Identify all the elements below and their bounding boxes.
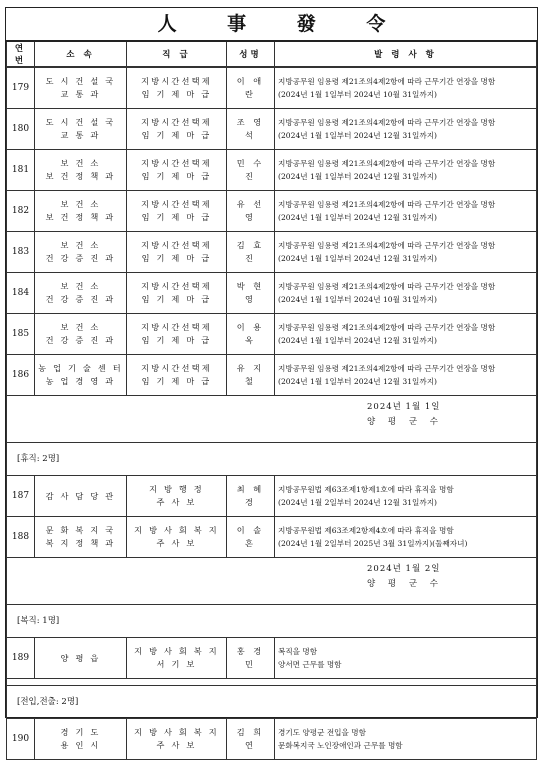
name-cell: 민 수 진 — [227, 150, 275, 191]
grade-cell — [127, 355, 227, 396]
department-line-2: 건 강 증 진 과 — [45, 294, 116, 304]
department-line-2: 건 강 증 진 과 — [45, 335, 116, 345]
section-leave: [휴직: 2명] — [6, 443, 537, 475]
row-number: 179 — [7, 68, 35, 109]
department-line-2: 건 강 증 진 과 — [45, 253, 116, 263]
order-cell — [275, 68, 537, 109]
order-line-2: 양서면 근무를 명함 — [278, 660, 342, 669]
order-cell — [275, 273, 537, 314]
order-cell — [275, 638, 537, 679]
department-line-2: 용 인 시 — [60, 740, 101, 750]
grade-line-2: 임 기 제 마 급 — [141, 89, 212, 99]
grade-line-1: 지방시간선택제 — [141, 322, 212, 332]
grade-cell — [127, 476, 227, 517]
department-line-1: 도 시 건 설 국 — [45, 76, 116, 86]
grade-line-2: 임 기 제 마 급 — [141, 130, 212, 140]
department-line-1: 농 업 기 술 센 터 — [38, 363, 123, 373]
table-row — [7, 273, 537, 314]
return-table — [6, 637, 537, 679]
order-cell — [275, 150, 537, 191]
sign-date: 2024년 1월 2일 — [367, 564, 441, 574]
order-line-1: 지방공무원 임용령 제21조의4제2항에 따라 근무기간 연장을 명함 — [278, 241, 496, 250]
grade-line-1: 지 방 사 회 복 지 — [134, 727, 219, 737]
order-line-1: 지방공무원 임용령 제21조의4제2항에 따라 근무기간 연장을 명함 — [278, 77, 496, 86]
table-row — [7, 476, 537, 517]
grade-line-1: 지 방 사 회 복 지 — [134, 525, 219, 535]
order-line-1: 지방공무원 임용령 제21조의4제2항에 따라 근무기간 연장을 명함 — [278, 282, 496, 291]
row-number: 190 — [7, 719, 35, 760]
department-line-1: 보 건 소 — [60, 158, 101, 168]
department-line-2: 보 건 정 책 과 — [45, 171, 116, 181]
department-cell — [35, 150, 127, 191]
header-table — [6, 42, 537, 67]
grade-line-1: 지방시간선택제 — [141, 158, 212, 168]
order-cell — [275, 232, 537, 273]
grade-line-1: 지방시간선택제 — [141, 240, 212, 250]
grade-line-1: 지방시간선택제 — [141, 281, 212, 291]
order-line-1: 복직을 명함 — [278, 647, 318, 656]
department-cell — [35, 191, 127, 232]
department-cell — [35, 314, 127, 355]
sign-org: 양 평 군 수 — [367, 417, 443, 427]
department-line-2: 보 건 정 책 과 — [45, 212, 116, 222]
row-number: 186 — [7, 355, 35, 396]
department-line-2: 교 통 과 — [60, 89, 101, 99]
order-line-1: 지방공무원법 제63조제2항제4호에 따라 휴직을 명함 — [278, 526, 454, 535]
grade-cell — [127, 517, 227, 558]
order-line-2: (2024년 1월 1일부터 2024년 12월 31일까지) — [278, 336, 437, 345]
order-cell — [275, 191, 537, 232]
table-row — [7, 517, 537, 558]
department-cell — [35, 355, 127, 396]
department-line-1: 경 기 도 — [60, 727, 101, 737]
department-line-1: 보 건 소 — [60, 240, 101, 250]
row-number: 184 — [7, 273, 35, 314]
order-cell — [275, 719, 537, 760]
department-line-1: 문 화 복 지 국 — [45, 525, 116, 535]
table-row — [7, 719, 537, 760]
order-cell — [275, 517, 537, 558]
section-transfer: [전입,전출: 2명] — [6, 686, 537, 718]
department-line-1: 감 사 담 당 관 — [45, 490, 116, 501]
row-number: 185 — [7, 314, 35, 355]
order-line-2: (2024년 1월 1일부터 2024년 12월 31일까지) — [278, 131, 437, 140]
department-line-1: 보 건 소 — [60, 322, 101, 332]
name-cell: 이 애 란 — [227, 68, 275, 109]
department-cell — [35, 68, 127, 109]
table-row — [7, 638, 537, 679]
grade-cell — [127, 150, 227, 191]
grade-line-1: 지 방 사 회 복 지 — [134, 646, 219, 656]
order-line-2: (2024년 1월 1일부터 2024년 10월 31일까지) — [278, 295, 437, 304]
grade-cell — [127, 314, 227, 355]
order-cell — [275, 314, 537, 355]
grade-line-1: 지방시간선택제 — [141, 199, 212, 209]
sign-date: 2024년 1월 1일 — [367, 402, 441, 412]
grade-line-2: 임 기 제 마 급 — [141, 294, 212, 304]
name-cell: 이 솔 흔 — [227, 517, 275, 558]
grade-line-2: 주 사 보 — [156, 497, 197, 507]
order-line-1: 지방공무원법 제63조제1항제1호에 따라 휴직을 명함 — [278, 485, 454, 494]
header-dept: 소 속 — [35, 42, 127, 67]
document-title: 人 事 發 令 — [6, 8, 537, 42]
order-line-2: (2024년 1월 1일부터 2024년 12월 31일까지) — [278, 377, 437, 386]
department-cell — [35, 638, 127, 679]
header-no: 연번 — [7, 42, 35, 67]
row-number: 183 — [7, 232, 35, 273]
name-cell: 유 선 영 — [227, 191, 275, 232]
order-line-2: (2024년 1월 2일부터 2025년 3월 31일까지)(둘째자녀) — [278, 539, 468, 548]
department-line-2: 복 지 정 책 과 — [45, 538, 116, 548]
row-number: 187 — [7, 476, 35, 517]
name-cell: 최 혜 경 — [227, 476, 275, 517]
grade-line-2: 임 기 제 마 급 — [141, 171, 212, 181]
order-line-1: 지방공무원 임용령 제21조의4제2항에 따라 근무기간 연장을 명함 — [278, 364, 496, 373]
grade-cell — [127, 109, 227, 150]
order-line-1: 지방공무원 임용령 제21조의4제2항에 따라 근무기간 연장을 명함 — [278, 118, 496, 127]
department-line-1: 도 시 건 설 국 — [45, 117, 116, 127]
table-row — [7, 314, 537, 355]
table-row — [7, 232, 537, 273]
grade-cell — [127, 638, 227, 679]
table-row — [7, 355, 537, 396]
order-line-2: (2024년 1월 1일부터 2024년 12월 31일까지) — [278, 213, 437, 222]
table-row — [7, 191, 537, 232]
divider — [6, 679, 537, 686]
row-number: 180 — [7, 109, 35, 150]
grade-cell — [127, 68, 227, 109]
grade-line-2: 임 기 제 마 급 — [141, 335, 212, 345]
department-cell — [35, 476, 127, 517]
order-cell — [275, 355, 537, 396]
name-cell: 박 현 영 — [227, 273, 275, 314]
grade-line-1: 지방시간선택제 — [141, 363, 212, 373]
grade-cell — [127, 719, 227, 760]
grade-line-2: 주 사 보 — [156, 740, 197, 750]
grade-line-2: 임 기 제 마 급 — [141, 376, 212, 386]
order-line-2: (2024년 1월 1일부터 2024년 12월 31일까지) — [278, 172, 437, 181]
signature-block-1 — [6, 396, 537, 443]
order-line-2: (2024년 1월 2일부터 2024년 12월 31일까지) — [278, 498, 437, 507]
row-number: 188 — [7, 517, 35, 558]
department-cell — [35, 232, 127, 273]
name-cell: 김 희 연 — [227, 719, 275, 760]
department-line-1: 양 평 읍 — [60, 652, 101, 663]
table-row — [7, 150, 537, 191]
order-line-2: 문화복지국 노인장애인과 근무를 명함 — [278, 741, 403, 750]
order-cell — [275, 109, 537, 150]
grade-cell — [127, 191, 227, 232]
name-cell: 김 효 진 — [227, 232, 275, 273]
row-number: 189 — [7, 638, 35, 679]
department-cell — [35, 517, 127, 558]
department-line-2: 농 업 경 영 과 — [45, 376, 116, 386]
header-grade: 직 급 — [127, 42, 227, 67]
order-line-2: (2024년 1월 1일부터 2024년 12월 31일까지) — [278, 254, 437, 263]
department-cell — [35, 719, 127, 760]
name-cell: 유 지 철 — [227, 355, 275, 396]
name-cell: 홍 경 민 — [227, 638, 275, 679]
department-line-1: 보 건 소 — [60, 281, 101, 291]
order-line-1: 경기도 양평군 전입을 명함 — [278, 728, 366, 737]
grade-cell — [127, 273, 227, 314]
grade-line-1: 지방시간선택제 — [141, 117, 212, 127]
signature-block-2 — [6, 558, 537, 605]
department-cell — [35, 109, 127, 150]
transfer-table — [6, 718, 537, 760]
order-line-1: 지방공무원 임용령 제21조의4제2항에 따라 근무기간 연장을 명함 — [278, 159, 496, 168]
grade-line-2: 임 기 제 마 급 — [141, 212, 212, 222]
name-cell: 이 용 옥 — [227, 314, 275, 355]
grade-line-2: 임 기 제 마 급 — [141, 253, 212, 263]
department-line-1: 보 건 소 — [60, 199, 101, 209]
leave-table — [6, 475, 537, 558]
row-number: 182 — [7, 191, 35, 232]
header-name: 성명 — [227, 42, 275, 67]
department-line-2: 교 통 과 — [60, 130, 101, 140]
sign-org: 양 평 군 수 — [367, 579, 443, 589]
section-return: [복직: 1명] — [6, 605, 537, 637]
order-line-1: 지방공무원 임용령 제21조의4제2항에 따라 근무기간 연장을 명함 — [278, 323, 496, 332]
grade-line-1: 지 방 행 정 — [149, 484, 204, 494]
grade-line-2: 주 사 보 — [156, 538, 197, 548]
row-number: 181 — [7, 150, 35, 191]
name-cell: 조 영 석 — [227, 109, 275, 150]
order-cell — [275, 476, 537, 517]
grade-cell — [127, 232, 227, 273]
order-line-2: (2024년 1월 1일부터 2024년 10월 31일까지) — [278, 90, 437, 99]
header-order: 발 령 사 항 — [275, 42, 537, 67]
grade-line-1: 지방시간선택제 — [141, 76, 212, 86]
extension-table — [6, 67, 537, 396]
department-cell — [35, 273, 127, 314]
table-row — [7, 68, 537, 109]
personnel-order-document — [5, 7, 538, 750]
order-line-1: 지방공무원 임용령 제21조의4제2항에 따라 근무기간 연장을 명함 — [278, 200, 496, 209]
table-row — [7, 109, 537, 150]
grade-line-2: 서 기 보 — [156, 659, 197, 669]
